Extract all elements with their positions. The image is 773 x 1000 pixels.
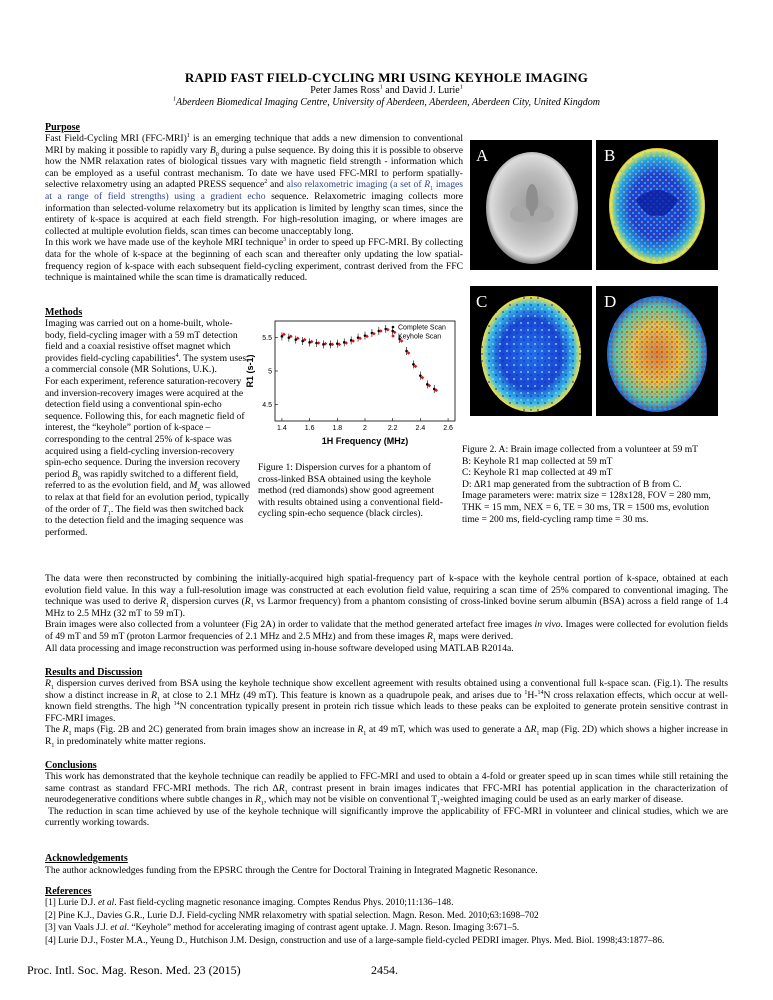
x-tick-label: 1.8 bbox=[332, 425, 343, 432]
x-tick-label: 1.6 bbox=[304, 425, 315, 432]
acknowledgements-heading: Acknowledgements bbox=[45, 853, 128, 864]
author-2: and David J. Lurie bbox=[382, 85, 460, 96]
brain-image-grayscale bbox=[470, 140, 592, 270]
references-heading: References bbox=[45, 886, 92, 897]
x-tick-label: 2.6 bbox=[443, 425, 453, 432]
data-point-complete-scan bbox=[281, 335, 284, 338]
data-point-keyhole-scan bbox=[317, 341, 321, 345]
figure2-panel-b bbox=[596, 140, 718, 270]
panel-label-d: D bbox=[604, 292, 617, 311]
footer-page-number: 2454. bbox=[371, 963, 398, 977]
data-point-complete-scan bbox=[412, 363, 415, 366]
paper-title: RAPID FAST FIELD-CYCLING MRI USING KEYHOLE IMAGING bbox=[184, 70, 589, 85]
references-list bbox=[45, 897, 735, 947]
methods-text-full: The data were then reconstructed by combining the initially-acquired high spatial-frequency part of k-space with the keyhole central portion of k-space, obtained at each evolution field value. In this way a full-resolution image was constructed at each evolution field value, requiring a scan time of 25% compared to conventional imaging. The technique was used to derive $R_1$ dispersion curves ($R_1$ vs Larmor frequency) from a phantom consisting of cross-linked bovine serum albumin (BSA) across a field range of 1.4 MHz to 2.5 MHz (32 mT to 59 mT). Brain images were also collected from a volunteer (Fig 2A) in order to validate that the method generated artefact free images in vivo. Images were collected for evolution fields of 49 mT and 59 mT (proton Larmor frequencies of 2.1 MHz and 2.5 MHz) and from these images $R_1$ maps were derived. All data processing and image reconstruction was performed using in-house software developed using MATLAB R2014a. bbox=[45, 573, 729, 654]
data-point-complete-scan bbox=[419, 374, 422, 377]
data-point-complete-scan bbox=[405, 350, 408, 353]
y-tick-label: 5 bbox=[268, 368, 272, 376]
purpose-heading: Purpose bbox=[45, 122, 80, 133]
legend-label-keyhole-scan: Keyhole Scan bbox=[398, 333, 442, 341]
y-tick-label: 4.5 bbox=[262, 401, 272, 409]
x-tick-label: 2.2 bbox=[387, 425, 398, 432]
x-axis-label: 1H Frequency (MHz) bbox=[321, 436, 409, 446]
x-tick-label: 2 bbox=[363, 425, 367, 432]
r1-map-49mt bbox=[470, 286, 592, 416]
data-point-keyhole-scan bbox=[379, 329, 383, 333]
author-2-affil-sup: 1 bbox=[459, 84, 463, 91]
paper-authors bbox=[0, 85, 773, 96]
reference-item: [3] van Vaals J.J. et al. “Keyhole” method for accelerating imaging of contrast agent uptake. J. Magn. Reson. Imaging 3:671–5. bbox=[45, 923, 520, 934]
legend-marker-complete-scan bbox=[392, 326, 395, 329]
panel-label-c: C bbox=[476, 292, 488, 311]
results-heading: Results and Discussion bbox=[45, 667, 143, 678]
paper-affiliation: $^1$Aberdeen Biomedical Imaging Centre, University of Aberdeen, Aberdeen, Aberdeen City, United Kingdom bbox=[173, 96, 600, 108]
x-tick-label: 2.4 bbox=[415, 425, 426, 432]
methods-heading: Methods bbox=[45, 307, 83, 318]
legend-label-complete-scan: Complete Scan bbox=[398, 324, 446, 332]
dispersion-chart-svg bbox=[243, 313, 463, 453]
results-text: $R_1$ dispersion curves derived from BSA using the keyhole technique show excellent agreement with results obtained using a conventional full k-space scan. (Fig.1). The results show a distinct increase in $R_1$ at close to 2.1 MHz (49 mT). This feature is known as a quadrupole peak, and arises due to $^1$H-$^{14}$N cross relaxation effects, which occur at well-known field strengths. The high $^{14}$N concentration typically present in protein rich tissue which leads to these peaks can be exploited to generate protein sensitive contrast in FFC-MRI images. The $R_1$ maps (Fig. 2B and 2C) generated from brain images show an increase in $R_1$ at 49 mT, which was used to generate a $\Delta R_1$ map (Fig. 2D) which shows a higher increase in $R_1$ in predominately white matter regions. bbox=[45, 678, 729, 749]
x-tick-label: 1.4 bbox=[277, 425, 287, 432]
reference-item: [4] Lurie D.J., Foster M.A., Yeung D., Hutchison J.M. Design, construction and use of a large-sample field-cycled PEDRI imager. Phys. Med. Biol. 1998;43:1877–86. bbox=[45, 935, 665, 946]
y-axis-label: R1 (s-1) bbox=[245, 354, 255, 388]
panel-label-a: A bbox=[476, 146, 489, 165]
reference-item: [1] Lurie D.J. et al. Fast field-cycling magnetic resonance imaging. Comptes Rendus Phys. 2010;11:136–148. bbox=[45, 898, 454, 908]
conclusions-heading: Conclusions bbox=[45, 760, 97, 771]
affiliation-sup: 1 bbox=[173, 96, 177, 103]
figure2-panel-a bbox=[470, 140, 592, 270]
figure2-panel-c bbox=[470, 286, 592, 416]
y-tick-label: 5.5 bbox=[262, 335, 272, 343]
footer-proceedings: Proc. Intl. Soc. Mag. Reson. Med. 23 (2015) bbox=[27, 963, 241, 977]
purpose-text: Fast Field-Cycling MRI $(FFC-MRI)^1$ is an emerging technique that adds a new dimension to conventional MRI by making it possible to rapidly vary $B_0$ during a pulse sequence. By doing this it is possible to observe how the NMR relaxation rates of biological tissues vary with magnetic field strength - information which can be employed as a useful contrast mechanism. To date we have used FFC-MRI to perform spatially-selective relaxometry using an adapted PRESS sequence$^2$ and also relaxometric imaging (a set of $R_1$ images at a range of field strengths) using a gradient echo sequence. Relaxometric imaging collects more information than selected-volume relaxometry but its application is limited by lengthy scan times, since the entirety of k-space is acquired at each field strength. For high-resolution imaging, or where images are collected at multiple evolution fields, scan times can become unacceptably long. In this work we have made use of the keyhole MRI technique$^3$ in order to speed up FFC-MRI. By collecting data for the whole of k-space at the beginning of each scan and thereafter only updating the low spatial-frequency region of k-space with each subsequent field-cycling experiment, contrast derived from the FFC technique is maintained while the scan time is dramatically reduced. bbox=[45, 132, 463, 284]
reference-item: [2] Pine K.J., Davies G.R., Lurie D.J. Field-cycling NMR relaxometry with spatial selection. Magn. Reson. Med. 2010;63:1698–702 bbox=[45, 910, 539, 921]
author-1-affil-sup: 1 bbox=[379, 84, 383, 91]
conclusions-text: This work has demonstrated that the keyhole technique can readily be applied to FFC-MRI and used to obtain a 4-fold or greater speed up in scan times while still retaining the same contrast as standard FFC-MRI methods. The rich $\Delta R_1$ contrast present in brain images indicates that FFC-MRI has potential application in the characterization of neurodegenerative conditions where subtle changes in $R_1$, which may not be visible on conventional $T_1$-weighted imaging could be used as an early marker of disease. The reduction in scan time achieved by use of the keyhole technique will significantly improve the applicability of FFC-MRI in volunteer and clinical studies, which we are currently working towards. bbox=[45, 771, 728, 829]
acknowledgements-text: The author acknowledges funding from the EPSRC through the Centre for Doctoral Training in Integrated Magnetic Resonance. bbox=[45, 865, 538, 876]
author-1: Peter James Ross bbox=[310, 85, 380, 96]
figure2-caption: Figure 2. A: Brain image collected from a volunteer at 59 mT B: Keyhole R1 map collected at 59 mT C: Keyhole R1 map collected at 49 mT D: ΔR1 map generated from the subtraction of B from C. Image parameters were: matrix size = 128x128, FOV = 280 mm, THK = 15 mm, NEX = 6, TE = 30 ms, TR = 1500 ms, evolution time = 200 ms, field-cycling ramp time = 30 ms. bbox=[462, 444, 711, 525]
panel-label-b: B bbox=[604, 146, 616, 165]
figure1-caption: Figure 1: Dispersion curves for a phantom of cross-linked BSA obtained using the keyhole method (red diamonds) show good agreement with results obtained using a conventional field- cycling spin-echo sequence (black circles). bbox=[258, 462, 443, 520]
figure2-panel-d bbox=[596, 286, 718, 416]
figure1-chart bbox=[243, 313, 463, 453]
methods-text-column: Imaging was carried out on a home-built, whole-body, field-cycling imager with a 59 mT detection field and a coaxial resistive offset magnet which provides field-cycling capabilities$^4$. The system uses a commercial console (MR Solutions, U.K.). For each experiment, reference saturation-recovery and inversion-recovery images were acquired at the detection field using a conventional spin-echo sequence. Following this, for each magnetic field of interest, the “keyhole” portion of k-space – corresponding to the central 25% of k-space was acquired using a field-cycling inversion-recovery spin-echo sequence. During the inversion recovery period $B_0$ was rapidly switched to a different field, referred to as the evolution field, and $M_z$ was allowed to relax at that field for an evolution period, typically of the order of $T_1$. The field was then switched back to the detection field and the imaging sequence was performed. bbox=[45, 318, 251, 538]
legend-marker-keyhole-scan bbox=[391, 334, 395, 338]
data-point-keyhole-scan bbox=[331, 343, 335, 347]
